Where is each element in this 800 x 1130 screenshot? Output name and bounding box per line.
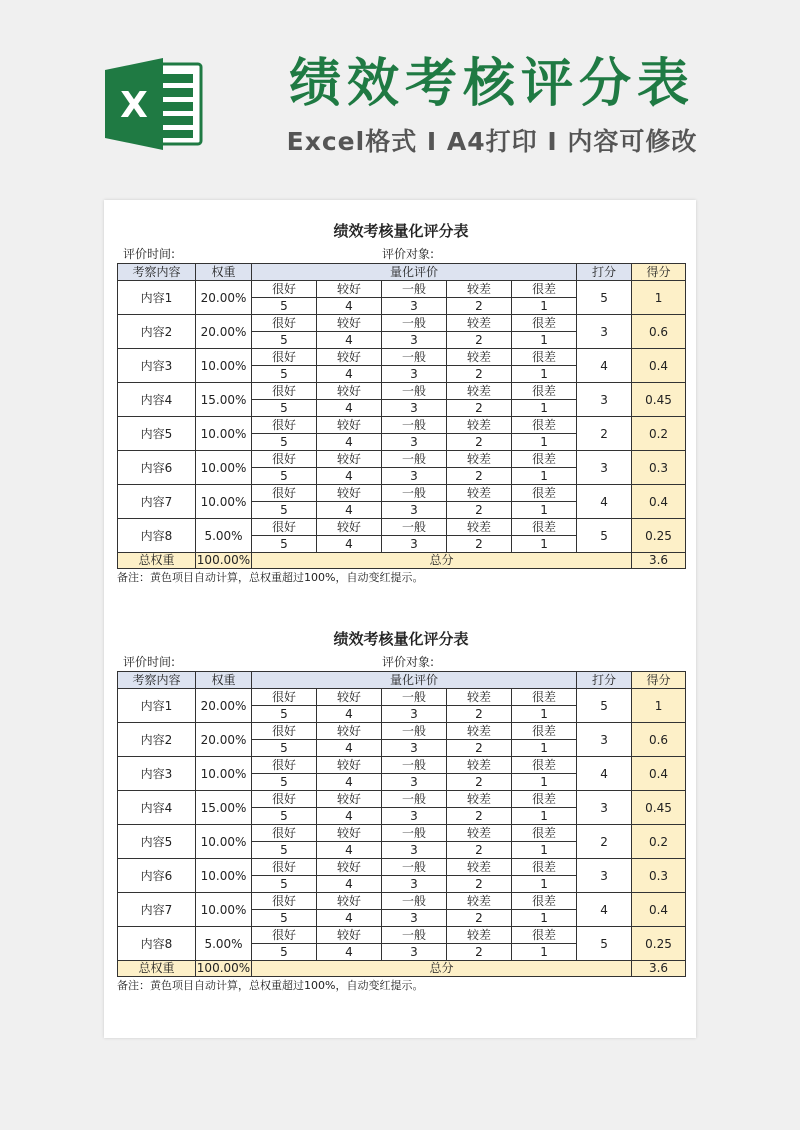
rating-level: 较好 [317,927,382,944]
rating-level: 很好 [252,383,317,400]
rating-points: 4 [317,910,382,927]
rating-points: 2 [447,502,512,519]
rating-level: 较好 [317,349,382,366]
item-result: 0.3 [632,451,686,485]
item-result: 0.2 [632,825,686,859]
item-score[interactable]: 3 [577,451,632,485]
rating-level: 很差 [512,315,577,332]
item-name: 内容1 [118,281,196,315]
rating-points: 3 [382,502,447,519]
rating-points: 3 [382,366,447,383]
rating-points: 5 [252,366,317,383]
rating-level: 很差 [512,689,577,706]
item-result: 0.3 [632,859,686,893]
rating-points: 1 [512,944,577,961]
rating-points: 5 [252,944,317,961]
rating-level: 很差 [512,893,577,910]
rating-level: 一般 [382,757,447,774]
rating-points: 2 [447,536,512,553]
table-row [118,417,686,434]
total-row [118,553,686,569]
item-name: 内容5 [118,825,196,859]
rating-points: 4 [317,808,382,825]
rating-points: 1 [512,910,577,927]
eval-time-label: 评价时间: [123,247,176,261]
rating-points: 5 [252,740,317,757]
rating-level: 很差 [512,383,577,400]
rating-level: 较差 [447,417,512,434]
sheet-meta [117,653,685,671]
table-row [118,859,686,876]
item-weight[interactable]: 10.00% [196,451,252,485]
item-score[interactable]: 4 [577,349,632,383]
item-score[interactable]: 5 [577,689,632,723]
page-subtitle: Excel格式 Ⅰ A4打印 Ⅰ 内容可修改 [286,127,698,156]
rating-level: 一般 [382,825,447,842]
rating-points: 2 [447,910,512,927]
rating-points: 4 [317,468,382,485]
rating-points: 3 [382,536,447,553]
item-result: 0.6 [632,723,686,757]
sheet-note: 备注：黄色项目自动计算，总权重超过100%，自动变红提示。 [117,571,424,584]
rating-points: 5 [252,842,317,859]
item-weight[interactable]: 20.00% [196,281,252,315]
item-score[interactable]: 3 [577,859,632,893]
rating-points: 3 [382,332,447,349]
rating-points: 3 [382,944,447,961]
rating-points: 5 [252,808,317,825]
rating-level: 较差 [447,723,512,740]
table-row [118,519,686,536]
header-score: 打分 [577,264,632,281]
rating-level: 很差 [512,349,577,366]
item-score[interactable]: 4 [577,485,632,519]
rating-level: 较好 [317,315,382,332]
rating-points: 2 [447,876,512,893]
total-weight-label: 总权重 [118,961,196,977]
rating-points: 1 [512,740,577,757]
item-score[interactable]: 3 [577,791,632,825]
sheet-note: 备注：黄色项目自动计算，总权重超过100%，自动变红提示。 [117,979,424,992]
rating-level: 很差 [512,859,577,876]
rating-points: 2 [447,944,512,961]
rating-points: 3 [382,298,447,315]
rating-points: 2 [447,332,512,349]
rating-level: 较好 [317,485,382,502]
rating-points: 4 [317,706,382,723]
item-score[interactable]: 2 [577,417,632,451]
rating-points: 5 [252,876,317,893]
rating-level: 很好 [252,927,317,944]
item-name: 内容3 [118,349,196,383]
rating-points: 3 [382,400,447,417]
table-row [118,791,686,808]
rating-points: 5 [252,400,317,417]
rating-points: 5 [252,536,317,553]
eval-target-label: 评价对象: [382,247,435,261]
rating-points: 3 [382,434,447,451]
rating-points: 5 [252,706,317,723]
item-result: 0.4 [632,757,686,791]
item-name: 内容2 [118,315,196,349]
rating-level: 较差 [447,689,512,706]
rating-level: 较差 [447,757,512,774]
score-table [117,263,686,569]
item-score[interactable]: 3 [577,315,632,349]
item-result: 0.6 [632,315,686,349]
item-result: 0.4 [632,349,686,383]
rating-points: 2 [447,706,512,723]
header-rating: 量化评价 [252,264,577,281]
item-name: 内容7 [118,485,196,519]
total-score-label: 总分 [252,961,632,977]
header-result: 得分 [632,672,686,689]
table-row [118,757,686,774]
score-sheet [117,220,685,586]
rating-level: 一般 [382,349,447,366]
rating-level: 很好 [252,451,317,468]
rating-points: 3 [382,808,447,825]
total-weight-label: 总权重 [118,553,196,569]
header-weight: 权重 [196,264,252,281]
item-name: 内容1 [118,689,196,723]
item-result: 0.45 [632,791,686,825]
table-row [118,723,686,740]
rating-points: 2 [447,468,512,485]
item-weight[interactable]: 10.00% [196,485,252,519]
rating-level: 较好 [317,791,382,808]
rating-level: 一般 [382,791,447,808]
rating-level: 一般 [382,315,447,332]
rating-points: 3 [382,468,447,485]
rating-level: 很好 [252,349,317,366]
rating-points: 1 [512,400,577,417]
rating-points: 2 [447,842,512,859]
total-weight-value: 100.00% [196,961,251,975]
item-weight[interactable]: 10.00% [196,417,252,451]
rating-points: 1 [512,706,577,723]
item-weight[interactable]: 5.00% [196,927,252,961]
eval-target-label: 评价对象: [382,655,435,669]
item-result: 0.4 [632,893,686,927]
rating-level: 一般 [382,485,447,502]
rating-points: 4 [317,434,382,451]
rating-level: 一般 [382,859,447,876]
rating-points: 5 [252,332,317,349]
header-score: 打分 [577,672,632,689]
rating-level: 较差 [447,791,512,808]
item-weight[interactable]: 5.00% [196,519,252,553]
rating-points: 1 [512,468,577,485]
rating-level: 很差 [512,519,577,536]
total-score-value: 3.6 [632,961,686,977]
rating-points: 1 [512,774,577,791]
sheet-paper [104,200,696,1038]
rating-points: 4 [317,536,382,553]
item-score[interactable]: 5 [577,281,632,315]
rating-level: 很好 [252,689,317,706]
rating-points: 5 [252,298,317,315]
item-result: 0.25 [632,927,686,961]
rating-points: 4 [317,876,382,893]
item-weight[interactable]: 15.00% [196,791,252,825]
header-weight: 权重 [196,672,252,689]
item-weight[interactable]: 10.00% [196,757,252,791]
rating-points: 5 [252,434,317,451]
rating-level: 较好 [317,723,382,740]
rating-points: 5 [252,774,317,791]
item-score[interactable]: 3 [577,383,632,417]
rating-level: 一般 [382,893,447,910]
table-row [118,485,686,502]
item-result: 1 [632,689,686,723]
item-weight[interactable]: 10.00% [196,893,252,927]
table-row [118,689,686,706]
item-result: 1 [632,281,686,315]
item-result: 0.45 [632,383,686,417]
rating-points: 3 [382,910,447,927]
rating-points: 1 [512,332,577,349]
rating-level: 很好 [252,485,317,502]
item-name: 内容8 [118,927,196,961]
rating-points: 4 [317,842,382,859]
rating-points: 2 [447,774,512,791]
rating-level: 一般 [382,723,447,740]
sheet-title: 绩效考核量化评分表 [333,630,469,648]
rating-level: 较好 [317,859,382,876]
rating-level: 很差 [512,451,577,468]
rating-points: 5 [252,502,317,519]
table-header-row [118,672,686,689]
rating-level: 很好 [252,281,317,298]
rating-points: 4 [317,298,382,315]
rating-level: 较好 [317,757,382,774]
rating-points: 4 [317,502,382,519]
rating-level: 较差 [447,315,512,332]
rating-level: 很好 [252,825,317,842]
rating-level: 很好 [252,417,317,434]
page-header [0,0,800,200]
table-row [118,383,686,400]
rating-level: 很好 [252,893,317,910]
rating-level: 较差 [447,451,512,468]
rating-level: 较差 [447,281,512,298]
rating-points: 1 [512,366,577,383]
rating-level: 一般 [382,281,447,298]
rating-points: 4 [317,400,382,417]
rating-points: 2 [447,740,512,757]
table-row [118,825,686,842]
header-item: 考察内容 [118,264,196,281]
rating-level: 一般 [382,927,447,944]
rating-points: 4 [317,332,382,349]
rating-points: 2 [447,808,512,825]
table-row [118,893,686,910]
item-score[interactable]: 2 [577,825,632,859]
rating-level: 较好 [317,417,382,434]
rating-level: 一般 [382,383,447,400]
rating-level: 很好 [252,859,317,876]
rating-level: 很好 [252,519,317,536]
rating-level: 一般 [382,689,447,706]
rating-level: 很好 [252,723,317,740]
rating-level: 较好 [317,451,382,468]
item-result: 0.2 [632,417,686,451]
rating-points: 3 [382,774,447,791]
rating-level: 较差 [447,485,512,502]
item-score[interactable]: 5 [577,519,632,553]
rating-level: 很差 [512,791,577,808]
item-weight[interactable]: 10.00% [196,825,252,859]
rating-points: 4 [317,774,382,791]
rating-level: 一般 [382,451,447,468]
rating-level: 一般 [382,519,447,536]
item-name: 内容6 [118,451,196,485]
rating-level: 很差 [512,757,577,774]
item-score[interactable]: 4 [577,757,632,791]
rating-points: 5 [252,910,317,927]
rating-level: 较好 [317,689,382,706]
item-name: 内容6 [118,859,196,893]
rating-points: 1 [512,298,577,315]
item-score[interactable]: 4 [577,893,632,927]
item-weight[interactable]: 10.00% [196,859,252,893]
rating-points: 1 [512,536,577,553]
sheet-title: 绩效考核量化评分表 [333,222,469,240]
rating-level: 较差 [447,893,512,910]
rating-points: 3 [382,842,447,859]
item-name: 内容4 [118,791,196,825]
table-header-row [118,264,686,281]
item-name: 内容7 [118,893,196,927]
item-name: 内容4 [118,383,196,417]
header-result: 得分 [632,264,686,281]
rating-level: 很差 [512,723,577,740]
excel-logo-icon [105,58,205,150]
rating-level: 一般 [382,417,447,434]
rating-level: 很好 [252,791,317,808]
item-weight[interactable]: 20.00% [196,723,252,757]
table-row [118,927,686,944]
rating-level: 较差 [447,927,512,944]
item-score[interactable]: 5 [577,927,632,961]
rating-points: 1 [512,434,577,451]
rating-level: 很好 [252,757,317,774]
rating-level: 较差 [447,859,512,876]
rating-level: 较差 [447,349,512,366]
table-row [118,349,686,366]
rating-points: 4 [317,740,382,757]
item-weight[interactable]: 20.00% [196,315,252,349]
total-row [118,961,686,977]
rating-points: 1 [512,842,577,859]
rating-level: 很差 [512,485,577,502]
rating-level: 较好 [317,519,382,536]
total-score-label: 总分 [252,553,632,569]
table-row [118,451,686,468]
table-row [118,281,686,298]
rating-level: 较好 [317,281,382,298]
rating-level: 很差 [512,927,577,944]
table-row [118,315,686,332]
header-rating: 量化评价 [252,672,577,689]
rating-level: 很好 [252,315,317,332]
page-title: 绩效考核评分表 [288,54,695,114]
item-weight[interactable]: 15.00% [196,383,252,417]
item-score[interactable]: 3 [577,723,632,757]
rating-level: 较差 [447,383,512,400]
rating-points: 3 [382,706,447,723]
logo-letter: X [120,85,148,126]
rating-points: 1 [512,808,577,825]
rating-level: 较差 [447,519,512,536]
item-weight[interactable]: 20.00% [196,689,252,723]
item-name: 内容5 [118,417,196,451]
rating-points: 1 [512,876,577,893]
item-name: 内容2 [118,723,196,757]
rating-level: 较好 [317,825,382,842]
rating-level: 很差 [512,825,577,842]
rating-points: 1 [512,502,577,519]
rating-points: 2 [447,400,512,417]
rating-level: 较好 [317,383,382,400]
item-name: 内容8 [118,519,196,553]
rating-points: 2 [447,298,512,315]
item-name: 内容3 [118,757,196,791]
rating-points: 4 [317,944,382,961]
score-sheet [117,628,685,994]
eval-time-label: 评价时间: [123,655,176,669]
rating-level: 较差 [447,825,512,842]
score-table [117,671,686,977]
rating-level: 很差 [512,417,577,434]
total-weight-value: 100.00% [196,553,251,567]
rating-points: 2 [447,366,512,383]
sheet-meta [117,245,685,263]
rating-points: 4 [317,366,382,383]
rating-points: 2 [447,434,512,451]
rating-level: 较好 [317,893,382,910]
rating-points: 5 [252,468,317,485]
rating-level: 很差 [512,281,577,298]
rating-points: 3 [382,740,447,757]
total-score-value: 3.6 [632,553,686,569]
item-result: 0.4 [632,485,686,519]
header-item: 考察内容 [118,672,196,689]
rating-points: 3 [382,876,447,893]
item-result: 0.25 [632,519,686,553]
item-weight[interactable]: 10.00% [196,349,252,383]
